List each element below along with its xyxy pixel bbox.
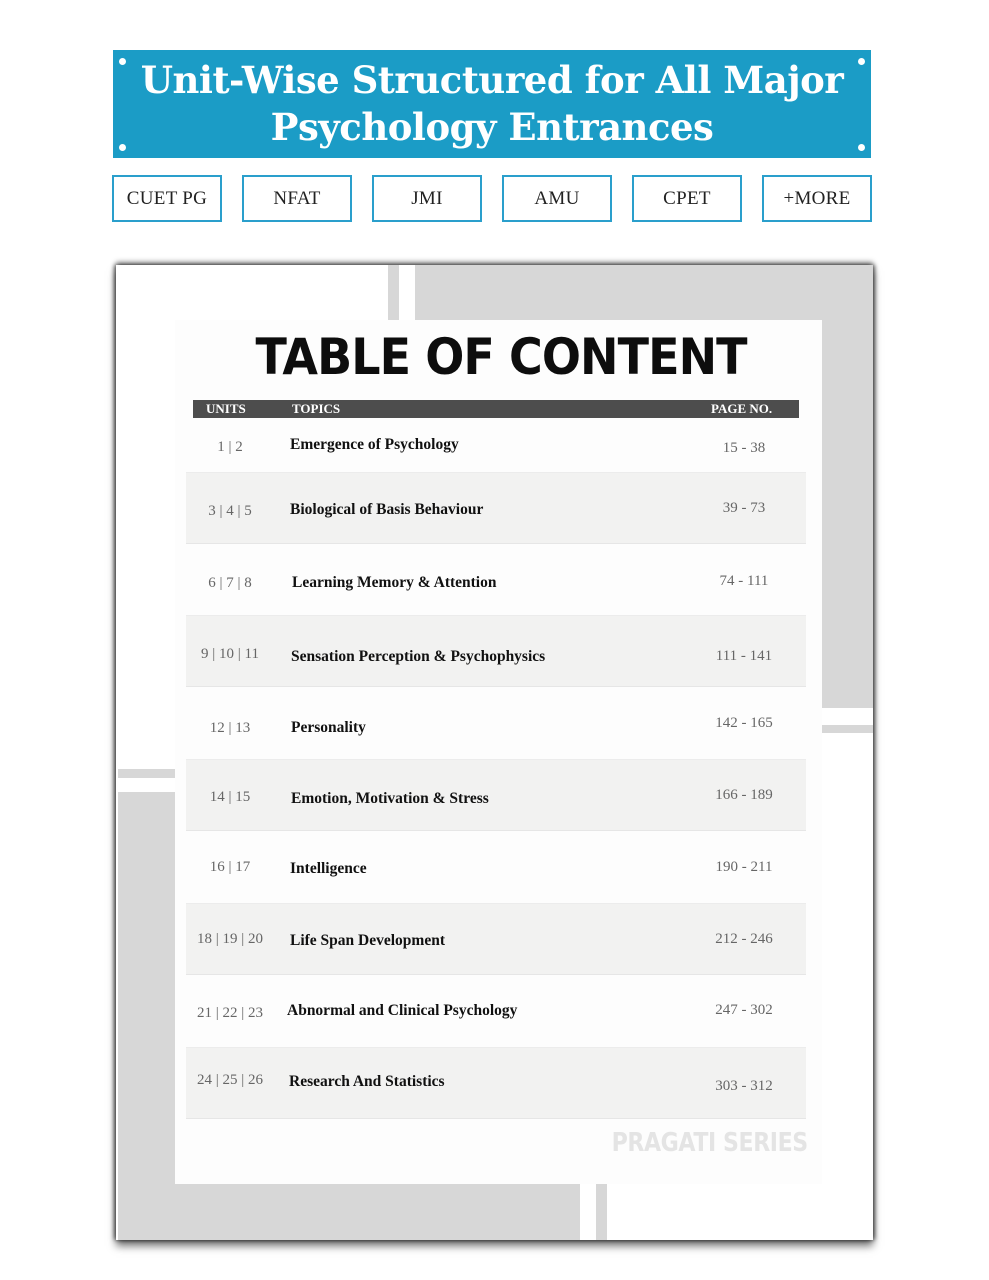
- exam-tag-nfat: NFAT: [242, 175, 352, 222]
- exam-tag-amu: AMU: [502, 175, 612, 222]
- table-row: [186, 831, 806, 903]
- row-units: 24 | 25 | 26: [196, 1072, 263, 1088]
- deco-block-bottom: [118, 1184, 580, 1240]
- deco-bar-left-small: [118, 769, 175, 778]
- column-header-topics: TOPICS: [292, 401, 341, 416]
- exam-tag-jmi: JMI: [372, 175, 482, 222]
- deco-column-left: [118, 792, 175, 1240]
- row-units: 3 | 4 | 5: [208, 503, 252, 519]
- toc-page: [175, 320, 822, 1184]
- table-row: [186, 903, 806, 975]
- deco-block-top: [415, 265, 873, 320]
- column-header-page-no: PAGE NO.: [711, 401, 773, 416]
- row-pages: 39 - 73: [722, 500, 766, 516]
- table-row: [186, 472, 806, 544]
- row-pages: 190 - 211: [715, 859, 773, 875]
- row-pages: 212 - 246: [715, 931, 773, 947]
- toc-card: [116, 265, 873, 1240]
- exam-tags: [112, 175, 872, 222]
- row-topic: Biological of Basis Behaviour: [290, 501, 484, 518]
- row-units: 1 | 2: [217, 439, 243, 455]
- deco-bar-right-small: [822, 725, 873, 733]
- row-topic: Abnormal and Clinical Psychology: [287, 1002, 518, 1019]
- table-row: [186, 1047, 806, 1119]
- row-pages: 74 - 111: [719, 573, 769, 589]
- banner-line-2: Psychology Entrances: [270, 105, 714, 149]
- row-topic: Life Span Development: [290, 932, 445, 949]
- row-topic: Learning Memory & Attention: [292, 574, 497, 591]
- row-pages: 166 - 189: [715, 787, 773, 803]
- exam-tag-more: +MORE: [762, 175, 872, 222]
- row-topic: Emotion, Motivation & Stress: [291, 790, 489, 807]
- table-header: [193, 400, 799, 418]
- row-pages: 247 - 302: [715, 1002, 773, 1018]
- corner-dot-icon: [858, 58, 865, 65]
- deco-bar-bottom-narrow: [596, 1184, 607, 1240]
- table-row: [186, 615, 806, 687]
- row-topic: Intelligence: [290, 860, 367, 877]
- exam-tag-cuet-pg: CUET PG: [112, 175, 222, 222]
- column-header-units: UNITS: [206, 401, 246, 416]
- table-row: [186, 975, 806, 1047]
- exam-tag-cpet: CPET: [632, 175, 742, 222]
- row-units: 14 | 15: [209, 789, 251, 805]
- deco-bar-top-narrow: [388, 265, 399, 320]
- headline-banner: [113, 50, 871, 158]
- row-pages: 303 - 312: [715, 1078, 773, 1094]
- table-row: [186, 759, 806, 831]
- series-watermark: PRAGATI SERIES: [611, 1128, 808, 1158]
- row-units: 18 | 19 | 20: [196, 931, 263, 947]
- deco-column-right: [822, 320, 873, 708]
- row-units: 12 | 13: [209, 720, 251, 736]
- table-row: [186, 544, 806, 616]
- row-units: 16 | 17: [209, 859, 251, 875]
- row-topic: Emergence of Psychology: [290, 436, 459, 453]
- toc-title: TABLE OF CONTENT: [255, 328, 747, 386]
- row-topic: Personality: [291, 719, 366, 736]
- corner-dot-icon: [119, 58, 126, 65]
- row-topic: Sensation Perception & Psychophysics: [291, 648, 546, 665]
- row-units: 6 | 7 | 8: [208, 575, 252, 591]
- row-pages: 15 - 38: [722, 440, 766, 456]
- table-row: [186, 687, 806, 759]
- row-topic: Research And Statistics: [289, 1073, 445, 1090]
- corner-dot-icon: [858, 144, 865, 151]
- banner-line-1: Unit-Wise Structured for All Major: [140, 58, 844, 102]
- corner-dot-icon: [119, 144, 126, 151]
- row-pages: 142 - 165: [715, 715, 773, 731]
- row-units: 9 | 10 | 11: [201, 646, 259, 662]
- row-units: 21 | 22 | 23: [196, 1005, 263, 1021]
- row-pages: 111 - 141: [715, 648, 773, 664]
